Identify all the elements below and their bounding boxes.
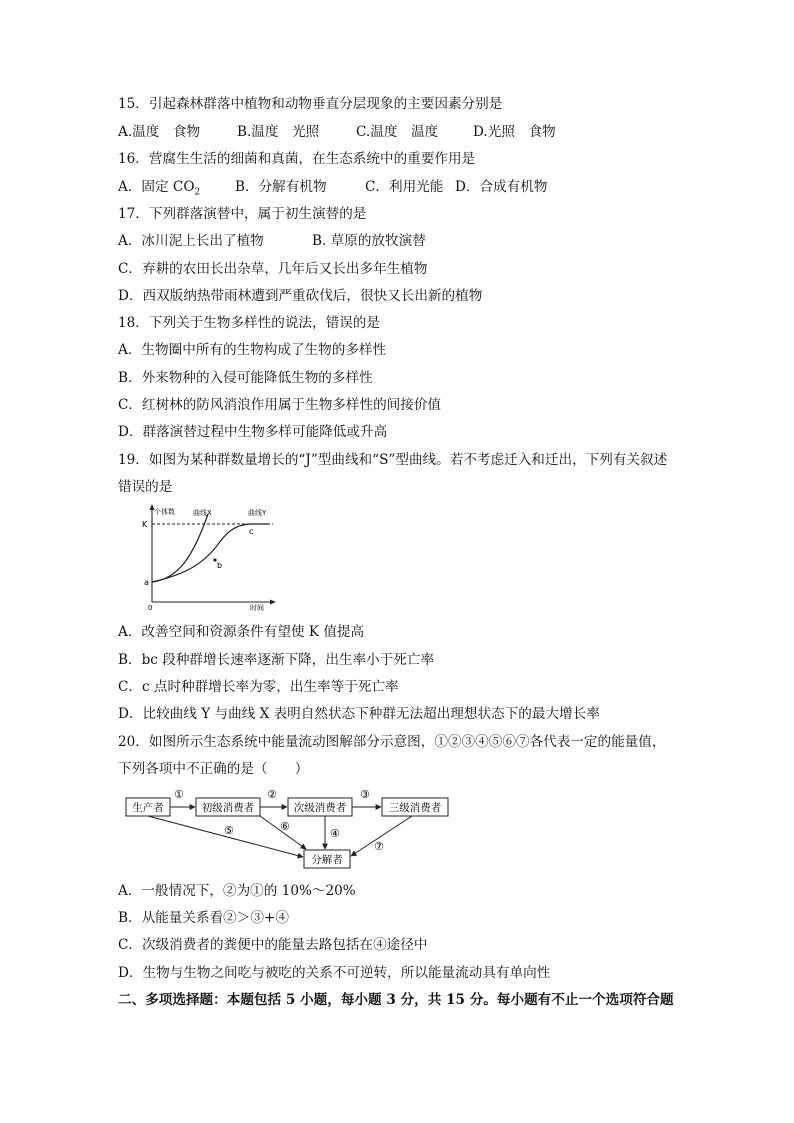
q16-option-b: B．分解有机物 bbox=[235, 179, 327, 195]
q17-stem: 17．下列群落演替中，属于初生演替的是 bbox=[118, 206, 367, 222]
ylabel: 个体数 bbox=[154, 508, 175, 516]
x-axis-arrow bbox=[270, 600, 276, 605]
q20-stem-line2: 下列各项中不正确的是（ ） bbox=[118, 761, 309, 777]
q19-option-b: B．bc 段种群增长速率逐渐下降，出生率小于死亡率 bbox=[118, 652, 435, 668]
point-b-label: b bbox=[217, 561, 223, 570]
q19-option-c: C．c 点时种群增长率为零，出生率等于死亡率 bbox=[118, 679, 399, 695]
q15-option-b: B.温度 光照 bbox=[237, 124, 320, 140]
k-label: K bbox=[142, 520, 148, 529]
q15-option-d: D.光照 食物 bbox=[473, 124, 556, 140]
q17-option-c: C．弃耕的农田长出杂草，几年后又长出多年生植物 bbox=[118, 261, 428, 277]
q16-option-c: C．利用光能 bbox=[365, 179, 444, 195]
tertiary-consumer-label: 三级消费者 bbox=[388, 802, 442, 814]
q18-option-c: C．红树林的防风消浪作用属于生物多样性的间接价值 bbox=[118, 397, 442, 413]
energy-4-label: ④ bbox=[330, 827, 340, 840]
q20-option-a: A．一般情况下，②为①的 10%～20% bbox=[118, 883, 356, 899]
curve-y-label: 曲线Y bbox=[248, 509, 267, 517]
q18-option-a: A．生物圈中所有的生物构成了生物的多样性 bbox=[118, 342, 387, 358]
q18-stem: 18．下列关于生物多样性的说法，错误的是 bbox=[118, 315, 380, 331]
producer-label: 生产者 bbox=[132, 802, 164, 814]
q17-option-d: D．西双版纳热带雨林遭到严重砍伐后，很快又长出新的植物 bbox=[118, 288, 483, 304]
q15-stem: 15．引起森林群落中植物和动物垂直分层现象的主要因素分别是 bbox=[118, 96, 503, 112]
q15-option-a: A.温度 食物 bbox=[118, 124, 201, 140]
q20-stem-line1: 20．如图所示生态系统中能量流动图解部分示意图，①②③④⑤⑥⑦各代表一定的能量值， bbox=[118, 734, 666, 750]
energy-2-label: ② bbox=[267, 788, 277, 801]
curve-x-label: 曲线X bbox=[193, 509, 212, 517]
q19-option-d: D．比较曲线 Y 与曲线 X 表明自然状态下种群无法超出理想状态下的最大增长率 bbox=[118, 706, 600, 722]
energy-3-label: ③ bbox=[360, 788, 370, 801]
origin-label: 0 bbox=[148, 604, 153, 612]
point-a-label: a bbox=[144, 578, 149, 587]
point-c-label: c bbox=[249, 527, 254, 536]
xlabel: 时间 bbox=[250, 604, 264, 612]
energy-6-label: ⑥ bbox=[280, 820, 290, 833]
energy-7-label: ⑦ bbox=[374, 840, 384, 853]
q17-option-a: A．冰川泥上长出了植物 bbox=[118, 233, 264, 249]
q19-option-a: A．改善空间和资源条件有望使 K 值提高 bbox=[118, 624, 365, 640]
population-growth-graph bbox=[138, 502, 283, 614]
q20-option-c: C．次级消费者的粪便中的能量去路包括在④途径中 bbox=[118, 937, 428, 953]
q16-option-d: D．合成有机物 bbox=[455, 179, 548, 195]
q15-option-c: C.温度 温度 bbox=[356, 124, 439, 140]
q17-option-b: B. 草原的放牧演替 bbox=[312, 233, 426, 249]
q19-stem-line2: 错误的是 bbox=[118, 479, 173, 495]
q20-option-d: D．生物与生物之间吃与被吃的关系不可逆转，所以能量流动具有单向性 bbox=[118, 965, 551, 981]
q18-option-b: B．外来物种的入侵可能降低生物的多样性 bbox=[118, 370, 373, 386]
energy-5-label: ⑤ bbox=[224, 824, 234, 837]
q16-stem: 16．营腐生生活的细菌和真菌，在生态系统中的重要作用是 bbox=[118, 151, 476, 167]
energy-1-label: ① bbox=[174, 788, 184, 801]
secondary-consumer-label: 次级消费者 bbox=[293, 802, 347, 814]
energy-flow-diagram bbox=[120, 786, 456, 872]
q20-option-b: B．从能量关系看②＞③+④ bbox=[118, 910, 289, 926]
primary-consumer-label: 初级消费者 bbox=[201, 802, 255, 814]
q16-option-a: A．固定 $CO_2$ bbox=[118, 179, 201, 198]
q18-option-d: D．群落演替过程中生物多样可能降低或升高 bbox=[118, 424, 388, 440]
decomposer-label: 分解者 bbox=[311, 854, 343, 866]
q19-stem-line1: 19．如图为某种群数量增长的“J”型曲线和“S”型曲线。若不考虑迁入和迁出，下列有关叙述 bbox=[118, 452, 668, 468]
section-2-heading: 二、多项选择题：本题包括 5 小题，每小题 3 分，共 15 分。每小题有不止一个选项符合题 bbox=[118, 992, 674, 1008]
